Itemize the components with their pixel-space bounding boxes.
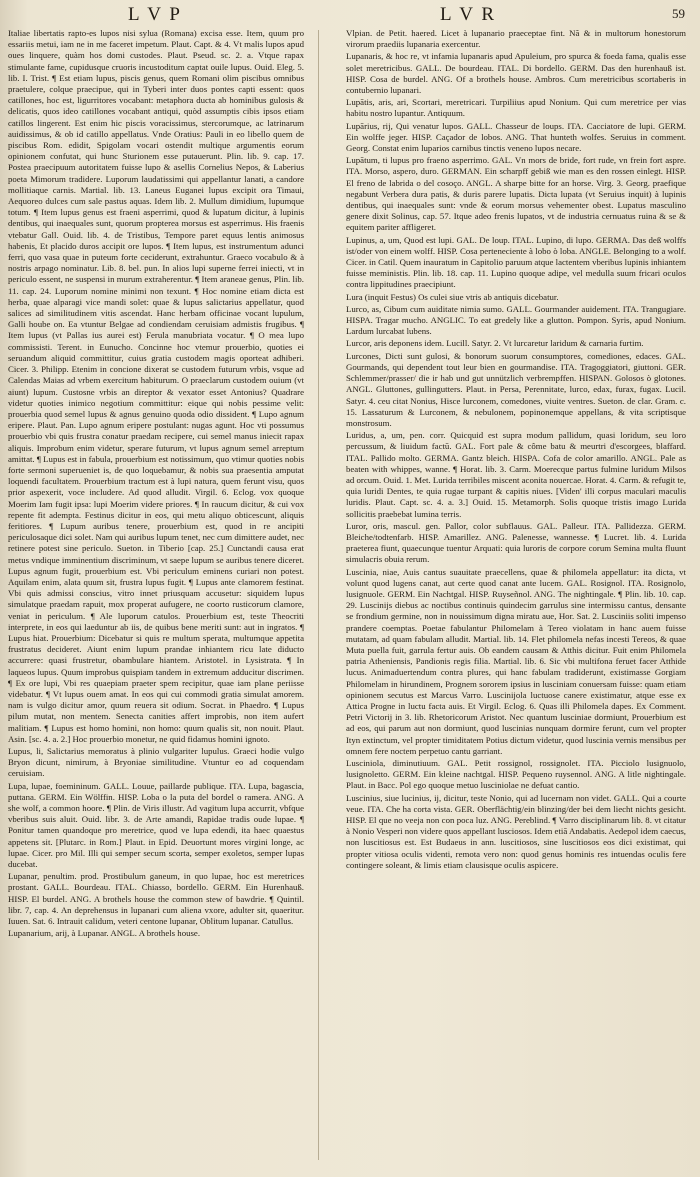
entry-luparius: Lupārius, rij, Qui venatur lupos. GALL. Chasseur de loups. ITA. Cacciatore de lupi. GERM. Ein wolffe jeger. HISP. Caçador de lobos. ANG. That hunteth wolfes. Seruius in comment. Georg. Constat enim luparios carnibus tinctis veneno lupos necare. xyxy=(346,120,686,154)
entry-lupatum: Lupātum, ti lupus pro fraeno asperrimo. GAL. Vn mors de bride, fort rude, vn frein fort aspre. ITA. Morso, aspero, duro. GERMAN. Ein scharpff gebiß wie man es den rossen einlegt. HISP. El freno de labrida o del cosoço. ANGL. A sharpe bitte for an horse. Virg. 3. Georg. praefique negabunt Verbera dura patis, & duris parere lupatis. Dicta lupata (vt Seruius inquit) à lupinis dentibus, qui inaequales sunt: vnde & eorum morsus vehementer obest. Lupatus masculino genere dixit Solinus, cap. 57. Itque adeo frenis lupatos, vt de industria cernuatus ruina & se & equitem pariter affligeret. xyxy=(346,155,686,233)
entry-lusciniola: Lusciniola, diminutiuum. GAL. Petit rossignol, rossignolet. ITA. Picciolo lusignuolo, lusignoletto. GERM. Ein kleine nachtgal. HISP. Pequeno ruysennol. ANG. A litle nightingale. Plaut. in Bacc. Pol ego quoque metuo lusciniolae ne defuat cantio. xyxy=(346,758,686,791)
entry-lupanarium: Lupanarium, arij, à Lupanar. ANGL. A brothels house. xyxy=(8,928,201,939)
entry-lupus-continued: Italiae libertatis rapto-es lupos nisi sylua (Romana) excisa esse. Item, quum pro essariis metui, iam ne in me faceret impetum. Plaut. Capt. & 4. Vt malis lupos apud oues linquere, quàm hos domi custodes. Plaut. Pseud. sc. 2. a. Vtque rapax stimulante fame, cupidusque cruoris incustoditum captat ouile lupus. Ouid. Eleg. 5. lib. I. Trist. ¶ Est etiam lupus, piscis genus, quem Romani olim piscibus omnibus praetulere, colque praecipue, qui in Tyberi inter duos pontes capti essent: quos catillones, hoc est, ligurritores vocabant: metaphora ducta ab hominibus gulosis & delicatis, quos ideo catillones vocabant antiqui, quòd assumptis cibis ipsos etiam catillos lingerent. Est enim hic piscis voracissimus, stercorumque, ac latrinarum auidissimus, & ob id catillo appellatus. Vnde Oratius: Pauli in eo libello quem de piscibus Rom. edidit, Spigolam vocari ostendit multique argumentis eorum opinionem confutat, qui hunc Sturionem esse putauerunt. Plin. lib. 9. cap. 17. Postea praecipuum autoritatem fuisse lupo & asellis Cornelius Nepos, & Laberius poeta Mimorum tradidere. Luporum laudatissimi qui appellantur lanati, a candore mollitiaque carnis. Martial. lib. 13. Laneus Euganei lupus excipit ora Timaui, Aequoreo dulces cum sale pastus aquas. Idem lib. 2. Mullum dimidium, lupumque totum. ¶ Item lupus genus est fraeni asperrimi, quod & lupatum dicitur, à lupinis dentibus, qui inaequales sunt, quorum propterea morsus est asperrimus. His fraenis vtebatur Gall. Ouid. lib. 4. de Tristibus, Tempore paret equus lentis animosus habenis, Et placido duros accipit ore lupos. ¶ Item lupus, est instrumentum adunci ferri, quo vasa quae in puteum forte ceciderunt, extrahuntur. Graeco vocabulo & à nostris arpago nominatur. Lib. 8. bel. pun. In alios lupi superne ferrei iniecti, vt in periculo essent, ne suspensi in murum extraherentur. ¶ Item araneae genus, Plin. lib. 11. cap. 24. Luporum nomine minimi non texunt. ¶ Hoc nomine etiam dicta est herba, quae alparagi vice mandi solet: quae & lupus salictarius appellatur, quod salices ad similitudinem vitis ascendat. Hanc herbam officinae vocant lupulum, Galli hoube on. Ea vtuntur Belgae ad condiendam ceruisiam admistis frugibus. ¶ Item lupus (vt Pallas ius aurei est) Ferula manubriata vocatur. ¶ O mea lupo commissisti. Terent. in Eunucho. Concinne hoc vtemur prouerbio, quoties ei seruandum aliquid committitur, cuius gratia custodem magis oporteat adhiberi. Cicer. 3. Philipp. Etenim in concione dixerat se custodem futurum vrbis, vsque ad Calendas Maias ad vrbem exercitum habiturum. O praeclarum custodem ouium (vt aiunt) lupum. Custosne vrbis an direptor & vexator esset Antonius? Quadrare videtur quoties inimico negotium committitur: eique qui nobis pessime velit: prouerbia quod semel lupus & agnus genuino quoda odio dissident. ¶ Lupo agnum eripere. Plaut. Pan. Lupo agnum eripere postulant: nugas agunt. Hoc vti possumus prouerbio vbi quis frustra conatur praedam recipere, cui semel manus iniecit rapax aliquis. Improbum enim videtur, sperare futurum, vt lupus agnum semel arreptum amittat. ¶ Lupus est in fabula, prouerbium est notissimum, quo vtimur quoties nobis forte sermoni superueniet is, de quo loquebamur, & nobis sua praesentia amputat loquendi facultatem. Prouerbium tractum est à lupi natura, quem ferunt visu, quos prior aspexerit, voce includere. Ad quod alludit. Virgil. 6. Eclog. vox quoque Moerim Iam fugit ipsa: lupi Moerim videre priores. ¶ In raucum dicitur, & cui vox repente fit adempta. Festinus dicitur in eos, qui metu aliquo obticescunt, aliquis feritiores. ¶ Lupum auribus tenere, prouerbium est, quod in re ancipiti periculosaque dici solet. Nam qui auribus lupum tenet, nec cum dimittere audet, nec retinere potest sine periculo. Sueton. in Tiberio [cap. 25.] Cunctandi causa erat metus vndique imminentium discriminum, vt saepe lupum se auribus tenere diceret. Lupus agnum fugit, prouerbium est. Vbi periculum eminens curiari non potest. Aquilam enim, alata quum sit, frustra lupus fugit. ¶ Lupus ante clamorem festinat. Vbi quis admissi conscius, vitro innet priusquam accusetur: siquidem lupus simulatque praedam rapuit, mox properat aufugere, ne coorto rusticorum clamore, veniat in periculum. ¶ Ale luporum catulos. Prouerbium est, teste Theocriti interprete, in eos qui laeduntur ab iis, de quibus bene meriti sunt: aut in ingratos. ¶ Lupus hiat. Prouerbium: Dicebatur si quis re multum sperata, multumque appetita frustratus decideret. Aiunt enim lupum prandae inhiantem ricu late diducto accurrere: quasi frustretur, obambulare hiantem. Aristotel. in Lysistrata. ¶ In laqueos lupus. Quum improbus quispiam tandem in extremum adducitur discrimen. ¶ Ex ore lupi, Vbi res quaepiam praeter spem recipitur, quae iam plane periisse videbatur. ¶ Vt lupus ouem amat. In eos qui cui commodi gratia simulat amorem. nam is vulgo dicitur amor, quum reuera sit odium. Socrat. in Phaedro. ¶ Lupus pilum mutat, non mentem. Senecta canities affert improbis, non item aufert malitiam. ¶ Lupus est homo homini, non homo: quum qualis sit, non nouit. Plaut. Asin. [sc. 4. a. 2.] Hoc prouerbio monetur, ne quid fidamus homini ignoto. xyxy=(8,28,304,744)
entry-luridus: Luridus, a, um, pen. corr. Quicquid est supra modum pallidum, quasi loridum, seu loro percussum, & liuidum factū. GAL. Fort pale & côme batu & meurtri d'escorgees, blaffard. ITAL. Pallido molto. GERMA. Gantz bleich. HISPA. Cofa de color amarillo. ANGL. Pale as beaten with whippes, wanne. ¶ Horat. lib. 3. Carm. Moerecque partus fulmine luridum Milsos ad orcum. Ouid. 1. Met. Lurida terribiles miscent aconita nouercae. Horat. 4. Carm. & refugit te, quia luridi Dentes, te quia rugae turpant & capitis niues. [Viden' illi corpus maculari maculis luridis. Plaut. Capt. sc. 4. a. 3.] Ouid. 15. Metamorph. Solis quoque tristis imago Lurida sollicitis praebebat lumina terris. xyxy=(346,430,686,519)
entry-lurco: Lurco, as, Cibum cum auiditate nimia sumo. GALL. Gourmander auidement. ITA. Trangugiare. HISPA. Tragar mucho. ANGLIC. To eat gredely like a glutton. Pompon. Syris, apud Nonium. Lardum lurcabat lubens. xyxy=(346,303,686,337)
entry-lupanaris: Lupanaris, & hoc re, vt infamia lupanaris apud Apuleium, pro spurca & foeda fama, qualis esse solet meretricibus. GALL. De bourdeau. ITAL. Di bordello. GERM. Das den hurenhauß ist. HISP. Cosa de burdel. ANG. Of a brothels house. Ambros. Cum meretricibus scortaberis in contubernio lupanari. xyxy=(346,51,686,96)
entry-luscinia: Luscinia, niae, Auis cantus suauitate praecellens, quae & philomela appellatur: ita dicta, vt volunt quod lugens canat, aut certe quod canat ante lucem. GAL. Rosignol. ITA. Rosignolo, lusignuole. GERM. Ein Nachtgal. HISP. Ruyseñnol. ANG. The nightingale. ¶ Plin. lib. 10. cap. 29. Luscinijs diebus ac noctibus continuis quindecim garrulus sine intermissu cantus, densante se frondium germine, non in nouissimum digna miratu aue, Hor. Sat. 2. Lusciniis soliti impenso prandere coemptas. Poetae fabulantur Philomelam à Tereo violatam in hanc auem fuisse mutatam, ad quam fabulam alludit. Martial. lib. 14. Flet philomela nefas incesti Tereos, & quae Muta puella fuit, garrula fertur auis. Ob eandem causam & Atthis dicitur. Fuit enim Philomela patria Atheniensis, Pandionis regis filia. Martial. lib. 6. Sic vbi multifona feruet facer Atthide lucus. Animaduertendum contra plures, qui hanc fabulam tradiderunt, existimasse Gorgiam Philomelam in hirundinem, Prognem sororem ipsius in lusciniam conuersam fuisse: quam etiam opinionem secutus est Marcus Varro. Luscinijola luctuose canere existimatur, atque esse ex Attica Progne in luctu facta auis. Et Virgil. Eclog. 6. Quas illi Philomela dapes. Ex Comment. Petri Victorij in 3. lib. Rhetoricorum Aristot. Nec quantum lusciniae dormiunt, Prouerbium est ad eos, qui parum aut non dormiunt, quod luscinias nunquam dormire ferunt, cum vel propter Ityn extinctum, vel propter timiditatem Potius dictum videtur, quod luscinia vernis mensibus per omnem fere noctem perpetuo cantu garriant. xyxy=(346,566,686,756)
entry-lupanar-continued: Vlpian. de Petit. haered. Licet à lupanario praeceptae fint. Nã & in multorum honestorum virorum praediis lupanaria exercentur. xyxy=(346,28,686,50)
running-head-right: L V R xyxy=(440,4,497,25)
left-column xyxy=(8,28,304,1168)
running-head-left: L V P xyxy=(128,4,183,25)
entry-lurcor: Lurcor, aris deponens idem. Lucill. Satyr. 2. Vt lurcaretur laridum & carnaria furtim. xyxy=(346,338,644,349)
entry-lura: Lura (inquit Festus) Os culei siue vtris ab antiquis dicebatur. xyxy=(346,291,559,302)
page-header xyxy=(0,4,700,26)
column-divider xyxy=(318,30,319,1160)
entry-lupa: Lupa, lupae, foemininum. GALL. Louue, paillarde publique. ITA. Lupa, bagascia, puttana. GERM. Ein Wölffin. HISP. Loba o la puta del bordel o ramera. ANG. A she wolf, a common hoore. ¶ Plin. de Viris illustr. Ad vagitum lupa accurrit, vbfque vberibus suis aluit. Ouid. libr. 3. de Arte amandi, Rapidae tradis oude lupae. ¶ Ponitur tamen quandoque pro meretrice, quod ve lupa edendi, ita haec quaestus appetens sit. [Plutarc. in Rom.] Plaut. in Epid. Deuortunt mores virgini longe, ac lupae. Cicer. pro Mil. Illi qui semper secum scorta, semper exoletos, semper lupas ducebat. xyxy=(8,780,304,870)
page-number: 59 xyxy=(672,6,685,21)
right-column xyxy=(346,28,686,1168)
entry-lurcones: Lurcones, Dicti sunt gulosi, & bonorum suorum consumptores, comediones, edaces. GAL. Gourmands, qui dependent tout leur bien en gourmandise. ITA. Tragoggiatori, giuttoni. GER. Schlemmer/prasser/ die ir hab und gut unnützlich verbrempffen. HISPAN. Golosos ò glotones. ANGL. Gluttones, gullingutters. Plaut. in Persa, Perennitate, lurco, edax, furax, fugax. Lucil. Satyr. 4. ceu citat Nonius, Hisce lurconem, comedones, viuite ventres. Sueton. de clar. Gram. c. 15. Lassaturum & Lurconem, & nebulonem, popinonemque appellans, & vita scriptisque monstrosum. xyxy=(346,350,686,428)
entry-lupor: Lupātis, aris, ari, Scortari, meretricari. Turpiliius apud Nonium. Qui cum meretrice per vias habitu nostro lupantur. Antiquum. xyxy=(346,97,686,119)
entry-lupanar: Lupanar, penultim. prod. Prostibulum ganeum, in quo lupae, hoc est meretrices prostant. GALL. Bourdeau. ITAL. Chiasso, bordello. GERM. Ein Hurenhauß. HISP. El burdel. ANG. A brothels house the common stew of bawdrie. ¶ Quintil. libr. 7, cap. 4. An deprehensus in lupanari cum aliena vxore, adulter sit, quaeritur. Iuuen. Sat. 6. Intrauit calidum, veteri centone lupanar, Oblitum lupanar. Catullus. xyxy=(8,871,304,927)
entry-luscinius: Luscinius, siue lucinius, ij, dicitur, teste Nonio, qui ad lucernam non videt. GALL. Qui a courte veue. ITA. Che ha corta vista. GER. Oberflächtig/ein blinzing/der bei dem liecht nichts gesicht. HISP. El que no veeja non con poca luz. ANG. Pereblind. ¶ Varro disciplinarum lib. 8. vt citatur à Nonio Vesperi non videre quos appellant lusciosos. Idem etiā Andabatis. Aedepol idem caecus, non luscitiosus est. Est Budaeus in ann. luscitiosos, sine luscitiosos eos dici existimat, qui propter vitiosa oculis videnti, remota vero non: quod genus hominis res intuendas oculis fere contingere soleant, & limis etiam clausisque oculis aspicere. xyxy=(346,792,686,870)
entry-lupus-salictarius: Lupus, li, Salictarius memoratus à plinio vulgariter lupulus. Graeci hodie vulgo Bryon dicunt, nimirum, à Bryoniae similitudine. Vtuntur eo ad coquendam ceruisiam. xyxy=(8,746,304,779)
entry-lupinus: Lupinus, a, um, Quod est lupi. GAL. De loup. ITAL. Lupino, di lupo. GERMA. Das deß wolffs ist/oder von einem wolff. HISP. Cosa perteneciente à lobo ò loba. ANGLE. Belonging to a wolf. Cicer. in Catil. Quem inauratum in Capitolio paruum atque lactentem vberibus lupinis inhiantem fuisse meministis. Plin. lib. 18. cap. 11. Lupino quoque adipe, vel medulla suum fricari oculos contra lippitudines praecipiunt. xyxy=(346,234,686,290)
entry-luror: Luror, oris, mascul. gen. Pallor, color subflauus. GAL. Palleur. ITA. Pallidezza. GERM. Bleiche/todtenfarb. HISP. Amarillez. ANG. Palenesse, wannesse. ¶ Lucret. lib. 4. Lurida praeterea fiunt, quaecunque tuentur Arquati: quia luroris de corpore corum Semina multa fluunt simulacris obuia rerum. xyxy=(346,520,686,565)
